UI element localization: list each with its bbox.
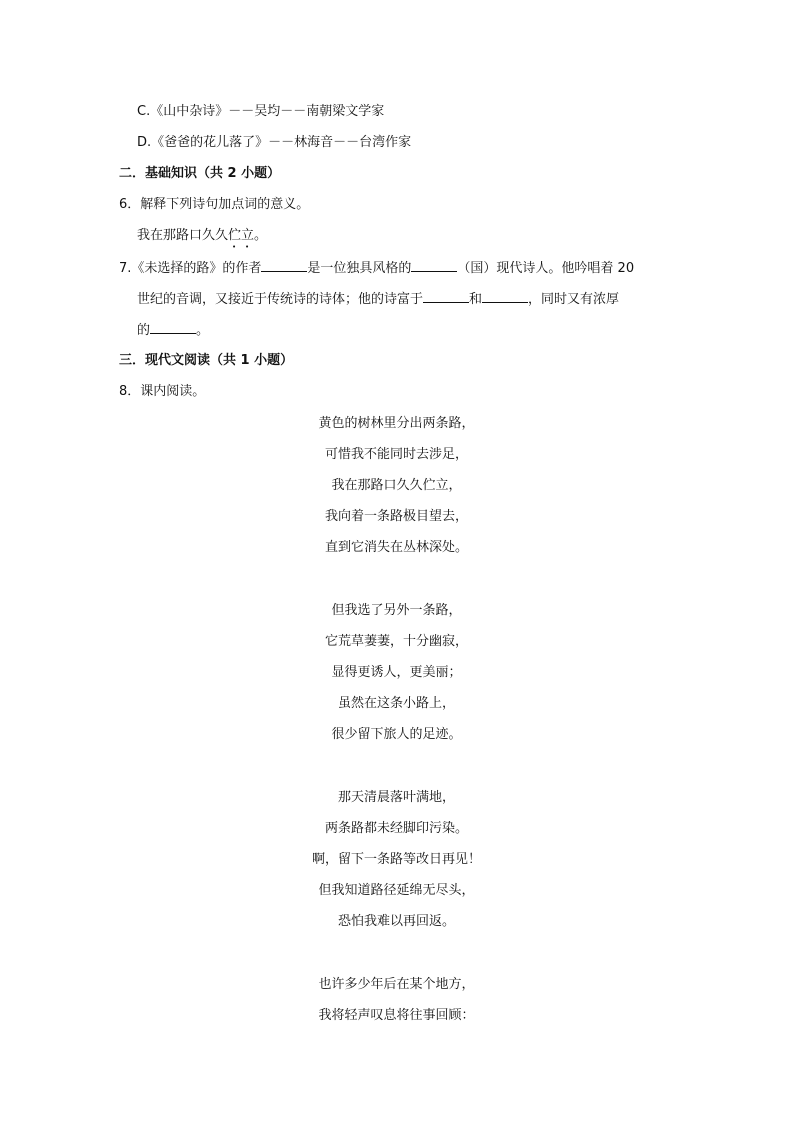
question-7-line-3 xyxy=(137,321,209,340)
question-6-stem: 6．解释下列诗句加点词的意义。 xyxy=(119,197,310,212)
q7-text-d: 世纪的音调，又接近于传统诗的诗体；他的诗富于 xyxy=(137,292,424,307)
poem-line: 它荒草萋萋，十分幽寂， xyxy=(324,634,468,649)
q7-text-b: 是一位独具风格的 xyxy=(307,261,412,276)
option-c: C.《山中杂诗》－－吴均－－南朝梁文学家 xyxy=(137,104,385,119)
dotted-word: 伫立 xyxy=(228,228,255,243)
poem-line: 黄色的树林里分出两条路， xyxy=(318,416,475,431)
poem-line: 但我知道路径延绵无尽头， xyxy=(318,883,475,898)
option-d: D.《爸爸的花儿落了》－－林海音－－台湾作家 xyxy=(137,135,412,150)
poem-line: 那天清晨落叶满地， xyxy=(337,790,455,805)
q7-text-h: 。 xyxy=(196,323,210,338)
q7-text-a: 7.《未选择的路》的作者 xyxy=(119,261,262,276)
question-7-line-2 xyxy=(137,290,619,309)
question-7-line-1 xyxy=(119,259,634,278)
q7-text-f: ，同时又有浓厚 xyxy=(528,292,620,307)
q7-text-e: 和 xyxy=(469,292,483,307)
poem-line: 显得更诱人，更美丽； xyxy=(331,665,462,680)
question-8-stem: 8．课内阅读。 xyxy=(119,384,206,399)
poem-line: 我在那路口久久伫立， xyxy=(331,478,462,493)
quality-blank-3 xyxy=(150,321,196,334)
poem-line: 但我选了另外一条路， xyxy=(331,603,462,618)
poem-line: 可惜我不能同时去涉足， xyxy=(324,447,468,462)
section-3-heading: 三．现代文阅读（共 1 小题） xyxy=(119,353,294,368)
poem-line: 两条路都未经脚印污染。 xyxy=(324,821,468,836)
section-2-heading: 二．基础知识（共 2 小题） xyxy=(119,166,281,181)
quality-blank-1 xyxy=(423,290,469,303)
poem-line: 啊，留下一条路等改日再见！ xyxy=(311,852,481,867)
poem-line: 我向着一条路极目望去， xyxy=(324,509,468,524)
quality-blank-2 xyxy=(482,290,528,303)
poem-line: 虽然在这条小路上， xyxy=(337,696,455,711)
question-6-sentence xyxy=(137,227,267,251)
q7-text-g: 的 xyxy=(137,323,151,338)
q7-text-c: （国）现代诗人。他吟唱着 20 xyxy=(457,261,635,276)
sentence-prefix: 我在那路口久久 xyxy=(137,228,229,243)
country-blank xyxy=(411,259,457,272)
sentence-suffix: 。 xyxy=(254,228,268,243)
poem-line: 直到它消失在丛林深处。 xyxy=(324,540,468,555)
poem-line: 我将轻声叹息将往事回顾： xyxy=(318,1008,475,1023)
poem-line: 很少留下旅人的足迹。 xyxy=(331,727,462,742)
poem-line: 恐怕我难以再回返。 xyxy=(337,914,455,929)
author-blank xyxy=(261,259,307,272)
poem-line: 也许多少年后在某个地方， xyxy=(318,977,475,992)
